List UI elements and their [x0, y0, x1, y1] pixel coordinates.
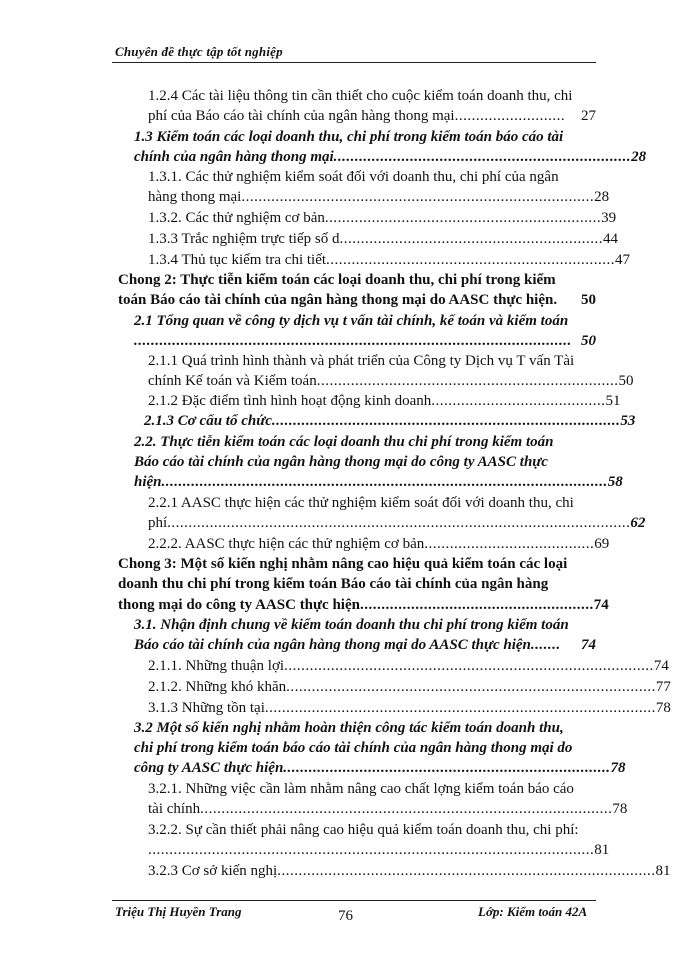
- toc-line: 2.2.2. AASC thực hiện các thử nghiệm cơ bản ........................................ 69: [148, 536, 610, 552]
- toc-line: 3.1. Nhận định chung về kiểm toán doanh thu chi phí trong kiểm toán: [134, 617, 569, 633]
- toc-line: Báo cáo tài chính của ngân hàng thong mại do AASC thực hiện ....... 74: [134, 637, 596, 653]
- toc-line: 2.1.3 Cơ cấu tổ chức .................................................................................. 53: [144, 413, 636, 429]
- toc-line: 2.1.1. Những thuận lợi ....................................................................................... 74: [148, 658, 669, 674]
- running-header: Chuyên đề thực tập tốt nghiệp: [115, 44, 283, 59]
- toc-line: 2.2.1 AASC thực hiện các thử nghiệm kiểm soát đối với doanh thu, chi: [148, 495, 574, 511]
- toc-line: 3.2 Một số kiến nghị nhằm hoàn thiện công tác kiểm toán doanh thu,: [134, 720, 564, 736]
- toc-line: phí của Báo cáo tài chính của ngân hàng thong mại .......................... 27: [148, 108, 596, 124]
- toc-line: doanh thu chi phí trong kiểm toán Báo cáo tài chính của ngân hàng: [118, 576, 549, 592]
- toc-line: công ty AASC thực hiện ............................................................................. 78: [134, 760, 626, 776]
- toc-line: chính Kế toán và Kiểm toán ....................................................................... 50: [148, 373, 634, 389]
- toc-line: hàng thong mại ................................................................................... 28: [148, 189, 610, 205]
- toc-line: chính của ngân hàng thong mại ...................................................................... 28: [134, 149, 647, 165]
- page-number: 76: [338, 908, 353, 924]
- toc-line: 1.3.2. Các thử nghiệm cơ bản ................................................................. 39: [148, 210, 617, 226]
- toc-line: 3.2.1. Những việc cần làm nhằm nâng cao chất lợng kiểm toán báo cáo: [148, 781, 574, 797]
- toc-line: chi phí trong kiểm toán báo cáo tài chính của ngân hàng thong mại do: [134, 740, 573, 756]
- toc-line: Chong 3: Một số kiến nghị nhằm nâng cao hiệu quả kiểm toán các loại: [118, 556, 568, 572]
- toc-line: 3.1.3 Những tồn tại ............................................................................................ 78: [148, 700, 671, 716]
- toc-line: 1.3.4 Thủ tục kiểm tra chi tiết .................................................................... 47: [148, 252, 631, 268]
- toc-line: phí ............................................................................................................. 62: [148, 515, 646, 531]
- toc-line: hiện ......................................................................................................... 58: [134, 474, 623, 490]
- toc-line: 1.2.4 Các tài liệu thông tin cần thiết cho cuộc kiểm toán doanh thu, chi: [148, 88, 573, 104]
- toc-line: thong mại do công ty AASC thực hiện ....................................................... 74: [118, 597, 609, 613]
- toc-line: 1.3.1. Các thử nghiệm kiểm soát đối với doanh thu, chi phí của ngân: [148, 169, 559, 185]
- toc-line: 3.2.2. Sự cần thiết phải nâng cao hiệu quả kiểm toán doanh thu, chi phí:: [148, 822, 579, 838]
- toc-line: 2.1.2 Đặc điểm tình hình hoạt động kinh doanh ......................................... 51: [148, 393, 621, 409]
- toc-line: ......................................................................................................... 81: [148, 842, 610, 858]
- toc-line: 1.3 Kiểm toán các loại doanh thu, chi phí trong kiểm toán báo cáo tài: [134, 129, 564, 145]
- toc-line: 2.1 Tổng quan về công ty dịch vụ t vấn tài chính, kế toán và kiểm toán: [134, 313, 569, 329]
- toc-line: 3.2.3 Cơ sở kiến nghị ......................................................................................... 81: [148, 863, 671, 879]
- toc-line: 2.1.1 Quá trình hình thành và phát triển của Công ty Dịch vụ T vấn Tài: [148, 353, 575, 369]
- toc-line: toán Báo cáo tài chính của ngân hàng thong mại do AASC thực hiện . 50: [118, 292, 596, 308]
- toc-line: 1.3.3 Trắc nghiệm trực tiếp số d .............................................................. 44: [148, 231, 618, 247]
- footer-author: Triệu Thị Huyền Trang: [115, 904, 242, 919]
- toc-line: 2.1.2. Những khó khăn ....................................................................................... 77: [148, 679, 671, 695]
- toc-line: 2.2. Thực tiễn kiểm toán các loại doanh thu chi phí trong kiểm toán: [134, 434, 554, 450]
- toc-line: ....................................................................................................... 50: [134, 333, 596, 349]
- toc-line: tài chính ................................................................................................. 78: [148, 801, 628, 817]
- footer-rule: [112, 900, 596, 901]
- toc-line: Chong 2: Thực tiễn kiểm toán các loại doanh thu, chi phí trong kiểm: [118, 272, 556, 288]
- footer-class: Lớp: Kiểm toán 42A: [478, 904, 588, 919]
- toc-line: Báo cáo tài chính của ngân hàng thong mại do công ty AASC thực: [134, 454, 548, 470]
